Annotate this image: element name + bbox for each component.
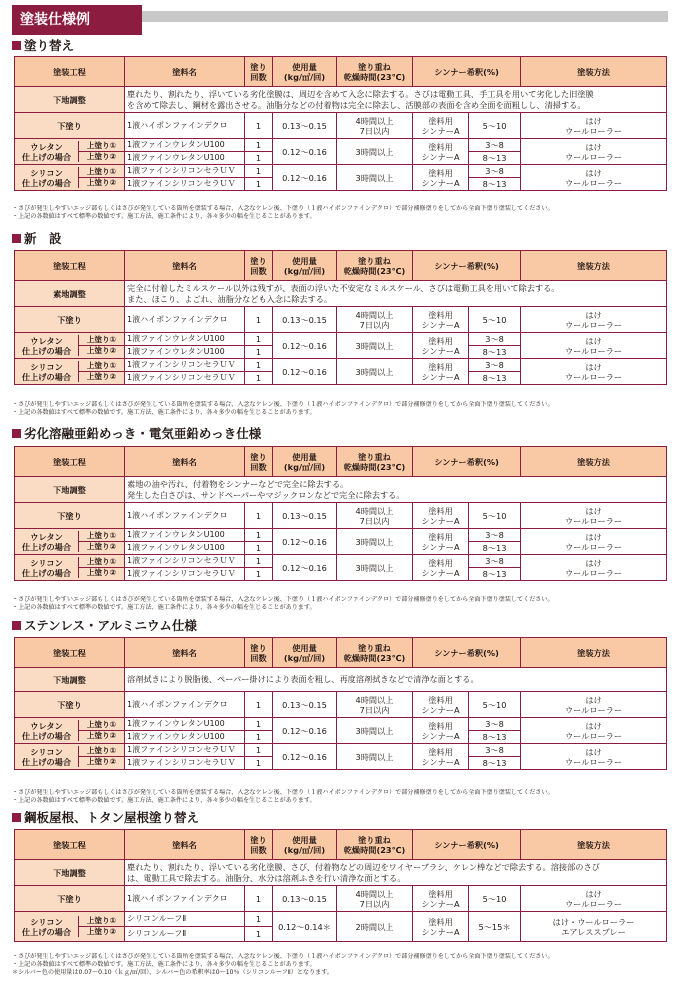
square-bullet-icon — [12, 813, 21, 822]
header-rule — [142, 11, 668, 22]
topcoat-1-label: 上塗り① — [79, 167, 124, 178]
footnote: ・上記の各数値はすべて標準の数値です。施工方法、施工条件により、各々多少の幅を生じることがあります。 — [12, 604, 316, 612]
primer-method: はけ ウールローラー — [521, 503, 667, 529]
prep-step-label: 素地調整 — [15, 281, 125, 307]
col-header-dry: 塗り重ね 乾燥時間(23℃) — [337, 830, 413, 860]
col-header-method: 塗装方法 — [521, 830, 667, 860]
prep-text: 塵れたり、割れたり、浮いている劣化塗膜、さび、付着物などの周辺をワイヤーブラシ、ケレン棒などで除去する。溶接部のさび は、電動工具で除去する。油脂分、水分は溶剤ふきを行い清浄な面とする。 — [125, 860, 667, 886]
col-header-coats: 塗り 回数 — [245, 830, 273, 860]
col-header-dry: 塗り重ね 乾燥時間(23℃) — [337, 447, 413, 477]
primer-dilution: 5〜10 — [469, 503, 521, 529]
topcoat-2-paint: 1液ファインシリコンセラＵＶ — [125, 757, 245, 770]
finish-row — [15, 333, 667, 346]
topcoat-dry-time: 3時間以上 — [337, 529, 413, 555]
topcoat-1-coats: 1 — [245, 333, 273, 346]
primer-row — [15, 113, 667, 139]
topcoat-2-paint: 1液ファインウレタンU100 — [125, 346, 245, 359]
col-header-thinner: シンナー希釈(%) — [413, 251, 521, 281]
prep-row — [15, 668, 667, 692]
header-row — [15, 830, 667, 860]
topcoat-1-dilution: 3〜8 — [469, 139, 521, 152]
prep-row — [15, 281, 667, 307]
topcoat-thinner: 塗料用 シンナーA — [413, 529, 469, 555]
page-header — [12, 5, 668, 35]
spec-table — [14, 446, 667, 581]
topcoat-dry-time: 3時間以上 — [337, 139, 413, 165]
col-header-thinner: シンナー希釈(%) — [413, 638, 521, 668]
topcoat-method: はけ ウールローラー — [521, 529, 667, 555]
topcoat-2-coats: 1 — [245, 178, 273, 191]
topcoat-2-paint: 1液ファインウレタンU100 — [125, 152, 245, 165]
primer-dry-time: 4時間以上 7日以内 — [337, 307, 413, 333]
col-header-dry: 塗り重ね 乾燥時間(23℃) — [337, 57, 413, 87]
topcoat-2-coats: 1 — [245, 731, 273, 744]
topcoat-2-coats: 1 — [245, 927, 273, 942]
primer-thinner: 塗料用 シンナーA — [413, 886, 469, 912]
topcoat-2-label: 上塗り② — [86, 178, 117, 187]
col-header-thinner: シンナー希釈(%) — [413, 447, 521, 477]
topcoat-method: はけ ウールローラー — [521, 744, 667, 770]
topcoat-1-paint: 1液ファインウレタンU100 — [125, 139, 245, 152]
primer-dry-time: 4時間以上 7日以内 — [337, 113, 413, 139]
topcoat-dry-time: 2時間以上 — [337, 912, 413, 942]
section-title-text: 劣化溶融亜鉛めっき・電気亜鉛めっき仕様 — [24, 426, 262, 441]
primer-step-label: 下塗り — [15, 307, 125, 333]
prep-step-label: 下地調整 — [15, 860, 125, 886]
topcoat-1-paint: 1液ファインシリコンセラＵＶ — [125, 744, 245, 757]
col-header-method: 塗装方法 — [521, 57, 667, 87]
topcoat-dry-time: 3時間以上 — [337, 165, 413, 191]
finish-row — [15, 139, 667, 152]
primer-usage: 0.13〜0.15 — [273, 113, 337, 139]
topcoat-1-paint: 1液ファインウレタンU100 — [125, 529, 245, 542]
square-bullet-icon — [12, 41, 21, 50]
finish-row — [15, 718, 667, 731]
topcoat-2-coats: 1 — [245, 542, 273, 555]
finish-group — [15, 718, 125, 744]
primer-row — [15, 886, 667, 912]
primer-coats: 1 — [245, 886, 273, 912]
topcoat-method: はけ ウールローラー — [521, 718, 667, 744]
footnote: ・さびが発生しやすいエッジ部もしくはさびが発生している箇所を塗装する場合、入念なケレン後、下塗り（１液ハイポンファインデクロ）で部分補修塗りをしてから全面下塗り塗装してください。 — [12, 789, 554, 796]
section-title — [12, 810, 199, 826]
primer-coats: 1 — [245, 113, 273, 139]
col-header-paint: 塗料名 — [125, 830, 245, 860]
topcoat-1-coats: 1 — [245, 359, 273, 372]
prep-step-label: 下地調整 — [15, 668, 125, 692]
finish-group — [15, 359, 125, 385]
topcoat-2-label: 上塗り② — [86, 542, 117, 551]
topcoat-dry-time: 3時間以上 — [337, 333, 413, 359]
topcoat-1-paint: 1液ファインウレタンU100 — [125, 718, 245, 731]
topcoat-usage: 0.12〜0.16 — [273, 555, 337, 581]
prep-text: 溶剤拭きにより脱脂後、ペーパー掛けにより表面を粗し、再度溶剤拭きなどで清浄な面とする。 — [125, 668, 667, 692]
primer-thinner: 塗料用 シンナーA — [413, 113, 469, 139]
primer-row — [15, 692, 667, 718]
finish-group — [15, 333, 125, 359]
prep-row — [15, 860, 667, 886]
topcoat-2-dilution: 8〜13 — [469, 346, 521, 359]
topcoat-2-coats: 1 — [245, 757, 273, 770]
topcoat-2-label: 上塗り② — [86, 152, 117, 161]
finish-type-label: ウレタン 仕上げの場合 — [15, 141, 79, 162]
topcoat-method: はけ・ウールローラー エアレススプレー — [521, 912, 667, 942]
primer-method: はけ ウールローラー — [521, 307, 667, 333]
col-header-method: 塗装方法 — [521, 447, 667, 477]
footnote: ・上記の各数値はすべて標準の数値です。施工方法、施工条件により、各々多少の幅を生じることがあります。 — [12, 961, 316, 969]
section-title-text: ステンレス・アルミニウム仕様 — [24, 618, 197, 633]
footnote: ・さびが発生しやすいエッジ部もしくはさびが発生している箇所を塗装する場合、入念なケレン後、下塗り（１液ハイポンファインデクロ）で部分補修塗りをしてから全面下塗り塗装してください。 — [12, 205, 554, 212]
topcoat-2-paint: 1液ファインシリコンセラＵＶ — [125, 372, 245, 385]
finish-type-label: シリコン 仕上げの場合 — [15, 167, 79, 188]
topcoat-2-dilution: 8〜13 — [469, 568, 521, 581]
prep-text: 塵れたり、割れたり、浮いている劣化塗膜は、周辺を含めて入念に除去する。さびは電動工具、手工具を用いて劣化した旧塗膜 を含めて除去し、鋼材を露出させる。油脂分などの付着物は完全に除去し、活膜部の表面を含め全面を面粗しし、清掃する。 — [125, 87, 667, 113]
section-title — [12, 618, 197, 634]
topcoat-2-coats: 1 — [245, 372, 273, 385]
topcoat-1-label: 上塗り① — [79, 916, 124, 927]
topcoat-1-label: 上塗り① — [79, 720, 124, 731]
primer-row — [15, 503, 667, 529]
topcoat-1-coats: 1 — [245, 555, 273, 568]
finish-row — [15, 912, 667, 927]
col-header-dry: 塗り重ね 乾燥時間(23℃) — [337, 251, 413, 281]
square-bullet-icon — [12, 234, 21, 243]
footnotes — [12, 205, 672, 221]
topcoat-2-label: 上塗り② — [86, 757, 117, 766]
topcoat-2-coats: 1 — [245, 568, 273, 581]
primer-dry-time: 4時間以上 7日以内 — [337, 503, 413, 529]
topcoat-thinner: 塗料用 シンナーA — [413, 359, 469, 385]
topcoat-usage: 0.12〜0.16 — [273, 333, 337, 359]
topcoat-usage: 0.12〜0.16 — [273, 359, 337, 385]
primer-coats: 1 — [245, 692, 273, 718]
topcoat-usage: 0.12〜0.14＊ — [273, 912, 337, 942]
primer-paint: 1液ハイポンファインデクロ — [125, 307, 245, 333]
topcoat-1-dilution: 3〜8 — [469, 165, 521, 178]
topcoat-1-coats: 1 — [245, 718, 273, 731]
topcoat-thinner: 塗料用 シンナーA — [413, 555, 469, 581]
topcoat-2-coats: 1 — [245, 152, 273, 165]
topcoat-2-label: 上塗り② — [86, 372, 117, 381]
header-row — [15, 251, 667, 281]
col-header-method: 塗装方法 — [521, 251, 667, 281]
topcoat-1-dilution: 3〜8 — [469, 529, 521, 542]
topcoat-1-coats: 1 — [245, 139, 273, 152]
footnote: ・上記の各数値はすべて標準の数値です。施工方法、施工条件により、各々多少の幅を生じることがあります。 — [12, 213, 316, 221]
topcoat-2-dilution: 8〜13 — [469, 178, 521, 191]
col-header-coats: 塗り 回数 — [245, 57, 273, 87]
topcoat-2-label: 上塗り② — [86, 568, 117, 577]
prep-row — [15, 87, 667, 113]
footnote: ・上記の各数値はすべて標準の数値です。施工方法、施工条件により、各々多少の幅を生じることがあります。 — [12, 797, 316, 805]
col-header-step: 塗装工程 — [15, 830, 125, 860]
square-bullet-icon — [12, 429, 21, 438]
primer-paint: 1液ハイポンファインデクロ — [125, 503, 245, 529]
primer-step-label: 下塗り — [15, 113, 125, 139]
footnote: ・さびが発生しやすいエッジ部もしくはさびが発生している箇所を塗装する場合、入念なケレン後、下塗り（１液ハイポンファインデクロ）で部分補修塗りをしてから全面下塗り塗装してください。 — [12, 953, 554, 960]
prep-step-label: 下地調整 — [15, 477, 125, 503]
spec-table — [14, 829, 667, 942]
topcoat-1-label: 上塗り① — [79, 531, 124, 542]
section-title-text: 新 設 — [24, 231, 62, 246]
primer-usage: 0.13〜0.15 — [273, 886, 337, 912]
col-header-coats: 塗り 回数 — [245, 251, 273, 281]
topcoat-2-dilution: 8〜13 — [469, 731, 521, 744]
topcoat-2-paint: 1液ファインシリコンセラＵＶ — [125, 178, 245, 191]
topcoat-method: はけ ウールローラー — [521, 359, 667, 385]
finish-type-label: ウレタン 仕上げの場合 — [15, 720, 79, 741]
finish-type-label: シリコン 仕上げの場合 — [15, 361, 79, 382]
topcoat-1-paint: シリコンルーフⅡ — [125, 912, 245, 927]
primer-dilution: 5〜10 — [469, 113, 521, 139]
section-title — [12, 38, 74, 54]
topcoat-usage: 0.12〜0.16 — [273, 718, 337, 744]
topcoat-2-coats: 1 — [245, 346, 273, 359]
footnote: ＊シルバー色の使用量は0.07〜0.10（ｋｇ/㎡/回）、シルバー色の希釈率は0〜10％（シリコンルーフⅡ）となります。 — [12, 969, 333, 977]
topcoat-dilution: 5〜15＊ — [469, 912, 521, 942]
topcoat-1-dilution: 3〜8 — [469, 359, 521, 372]
topcoat-2-paint: シリコンルーフⅡ — [125, 927, 245, 942]
prep-text: 素地の油や汚れ、付着物をシンナーなどで完全に除去する。 発生した白さびは、サンドペーパーやマジックロンなどで完全に除去する。 — [125, 477, 667, 503]
primer-dilution: 5〜10 — [469, 692, 521, 718]
topcoat-2-dilution: 8〜13 — [469, 372, 521, 385]
topcoat-2-label: 上塗り② — [86, 346, 117, 355]
topcoat-thinner: 塗料用 シンナーA — [413, 165, 469, 191]
primer-thinner: 塗料用 シンナーA — [413, 307, 469, 333]
finish-row — [15, 359, 667, 372]
col-header-usage: 使用量 (kg/㎡/回) — [273, 57, 337, 87]
primer-coats: 1 — [245, 307, 273, 333]
col-header-paint: 塗料名 — [125, 251, 245, 281]
primer-paint: 1液ハイポンファインデクロ — [125, 692, 245, 718]
col-header-paint: 塗料名 — [125, 638, 245, 668]
finish-group — [15, 912, 125, 942]
topcoat-1-dilution: 3〜8 — [469, 718, 521, 731]
topcoat-method: はけ ウールローラー — [521, 555, 667, 581]
topcoat-thinner: 塗料用 シンナーA — [413, 744, 469, 770]
section-title — [12, 426, 261, 442]
topcoat-1-paint: 1液ファインシリコンセラＵＶ — [125, 359, 245, 372]
finish-group — [15, 139, 125, 165]
footnote: ・さびが発生しやすいエッジ部もしくはさびが発生している箇所を塗装する場合、入念なケレン後、下塗り（１液ハイポンファインデクロ）で部分補修塗りをしてから全面下塗り塗装してください。 — [12, 401, 554, 408]
header-row — [15, 638, 667, 668]
primer-step-label: 下塗り — [15, 503, 125, 529]
primer-row — [15, 307, 667, 333]
topcoat-method: はけ ウールローラー — [521, 139, 667, 165]
topcoat-usage: 0.12〜0.16 — [273, 165, 337, 191]
primer-dry-time: 4時間以上 7日以内 — [337, 692, 413, 718]
col-header-usage: 使用量 (kg/㎡/回) — [273, 830, 337, 860]
topcoat-thinner: 塗料用 シンナーA — [413, 333, 469, 359]
topcoat-1-label: 上塗り① — [79, 361, 124, 372]
finish-group — [15, 529, 125, 555]
primer-usage: 0.13〜0.15 — [273, 503, 337, 529]
topcoat-2-dilution: 8〜13 — [469, 152, 521, 165]
topcoat-2-dilution: 8〜13 — [469, 757, 521, 770]
topcoat-1-label: 上塗り① — [79, 557, 124, 568]
topcoat-2-label: 上塗り② — [86, 731, 117, 740]
topcoat-usage: 0.12〜0.16 — [273, 529, 337, 555]
footnote: ・さびが発生しやすいエッジ部もしくはさびが発生している箇所を塗装する場合、入念なケレン後、下塗り（１液ハイポンファインデクロ）で部分補修塗りをしてから全面下塗り塗装してください。 — [12, 596, 554, 603]
col-header-usage: 使用量 (kg/㎡/回) — [273, 447, 337, 477]
topcoat-1-coats: 1 — [245, 744, 273, 757]
col-header-method: 塗装方法 — [521, 638, 667, 668]
prep-text: 完全に付着したミルスケール以外は残すが、表面の浮いた不安定なミルスケール、さびは電動工具を用いて除去する。 また、ほこり、よごれ、油脂分なども入念に除去する。 — [125, 281, 667, 307]
finish-row — [15, 555, 667, 568]
page-title: 塗装仕様例 — [12, 5, 142, 35]
topcoat-1-dilution: 3〜8 — [469, 333, 521, 346]
col-header-step: 塗装工程 — [15, 251, 125, 281]
footnotes — [12, 401, 672, 417]
prep-step-label: 下地調整 — [15, 87, 125, 113]
prep-row — [15, 477, 667, 503]
finish-type-label: シリコン 仕上げの場合 — [15, 916, 79, 937]
topcoat-1-label: 上塗り① — [79, 746, 124, 757]
spec-table — [14, 637, 667, 770]
finish-row — [15, 165, 667, 178]
header-row — [15, 57, 667, 87]
header-row — [15, 447, 667, 477]
primer-thinner: 塗料用 シンナーA — [413, 503, 469, 529]
footnotes — [12, 953, 672, 978]
col-header-step: 塗装工程 — [15, 57, 125, 87]
footnotes — [12, 789, 672, 805]
topcoat-dry-time: 3時間以上 — [337, 744, 413, 770]
topcoat-1-coats: 1 — [245, 165, 273, 178]
primer-usage: 0.13〜0.15 — [273, 307, 337, 333]
topcoat-1-label: 上塗り① — [79, 335, 124, 346]
topcoat-usage: 0.12〜0.16 — [273, 139, 337, 165]
spec-table — [14, 56, 667, 191]
col-header-thinner: シンナー希釈(%) — [413, 57, 521, 87]
col-header-paint: 塗料名 — [125, 57, 245, 87]
finish-type-label: ウレタン 仕上げの場合 — [15, 531, 79, 552]
col-header-step: 塗装工程 — [15, 638, 125, 668]
col-header-thinner: シンナー希釈(%) — [413, 830, 521, 860]
primer-coats: 1 — [245, 503, 273, 529]
primer-dilution: 5〜10 — [469, 307, 521, 333]
primer-method: はけ ウールローラー — [521, 113, 667, 139]
square-bullet-icon — [12, 621, 21, 630]
topcoat-method: はけ ウールローラー — [521, 333, 667, 359]
topcoat-thinner: 塗料用 シンナーA — [413, 912, 469, 942]
finish-type-label: シリコン 仕上げの場合 — [15, 746, 79, 767]
topcoat-1-paint: 1液ファインシリコンセラＵＶ — [125, 165, 245, 178]
section-title-text: 鋼板屋根、トタン屋根塗り替え — [24, 810, 200, 825]
primer-step-label: 下塗り — [15, 886, 125, 912]
col-header-paint: 塗料名 — [125, 447, 245, 477]
primer-method: はけ ウールローラー — [521, 886, 667, 912]
topcoat-1-coats: 1 — [245, 912, 273, 927]
primer-method: はけ ウールローラー — [521, 692, 667, 718]
finish-type-label: シリコン 仕上げの場合 — [15, 557, 79, 578]
topcoat-dry-time: 3時間以上 — [337, 359, 413, 385]
finish-group — [15, 165, 125, 191]
topcoat-1-dilution: 3〜8 — [469, 555, 521, 568]
col-header-dry: 塗り重ね 乾燥時間(23℃) — [337, 638, 413, 668]
finish-type-label: ウレタン 仕上げの場合 — [15, 335, 79, 356]
finish-row — [15, 744, 667, 757]
col-header-coats: 塗り 回数 — [245, 447, 273, 477]
primer-paint: 1液ハイポンファインデクロ — [125, 886, 245, 912]
primer-dilution: 5〜10 — [469, 886, 521, 912]
topcoat-thinner: 塗料用 シンナーA — [413, 718, 469, 744]
finish-row — [15, 529, 667, 542]
topcoat-1-dilution: 3〜8 — [469, 744, 521, 757]
topcoat-2-paint: 1液ファインウレタンU100 — [125, 542, 245, 555]
topcoat-2-paint: 1液ファインウレタンU100 — [125, 731, 245, 744]
primer-paint: 1液ハイポンファインデクロ — [125, 113, 245, 139]
topcoat-dry-time: 3時間以上 — [337, 718, 413, 744]
primer-thinner: 塗料用 シンナーA — [413, 692, 469, 718]
topcoat-1-label: 上塗り① — [79, 141, 124, 152]
topcoat-method: はけ ウールローラー — [521, 165, 667, 191]
topcoat-2-label: 上塗り② — [86, 927, 117, 936]
topcoat-2-dilution: 8〜13 — [469, 542, 521, 555]
col-header-usage: 使用量 (kg/㎡/回) — [273, 638, 337, 668]
section-title-text: 塗り替え — [24, 38, 75, 53]
topcoat-2-paint: 1液ファインシリコンセラＵＶ — [125, 568, 245, 581]
topcoat-thinner: 塗料用 シンナーA — [413, 139, 469, 165]
primer-step-label: 下塗り — [15, 692, 125, 718]
spec-table — [14, 250, 667, 385]
primer-usage: 0.13〜0.15 — [273, 692, 337, 718]
col-header-coats: 塗り 回数 — [245, 638, 273, 668]
topcoat-dry-time: 3時間以上 — [337, 555, 413, 581]
col-header-usage: 使用量 (kg/㎡/回) — [273, 251, 337, 281]
topcoat-1-coats: 1 — [245, 529, 273, 542]
primer-dry-time: 4時間以上 7日以内 — [337, 886, 413, 912]
section-title — [12, 231, 62, 247]
col-header-step: 塗装工程 — [15, 447, 125, 477]
finish-group — [15, 555, 125, 581]
footnotes — [12, 596, 672, 612]
topcoat-usage: 0.12〜0.16 — [273, 744, 337, 770]
finish-group — [15, 744, 125, 770]
topcoat-1-paint: 1液ファインシリコンセラＵＶ — [125, 555, 245, 568]
topcoat-1-paint: 1液ファインウレタンU100 — [125, 333, 245, 346]
footnote: ・上記の各数値はすべて標準の数値です。施工方法、施工条件により、各々多少の幅を生じることがあります。 — [12, 409, 316, 417]
